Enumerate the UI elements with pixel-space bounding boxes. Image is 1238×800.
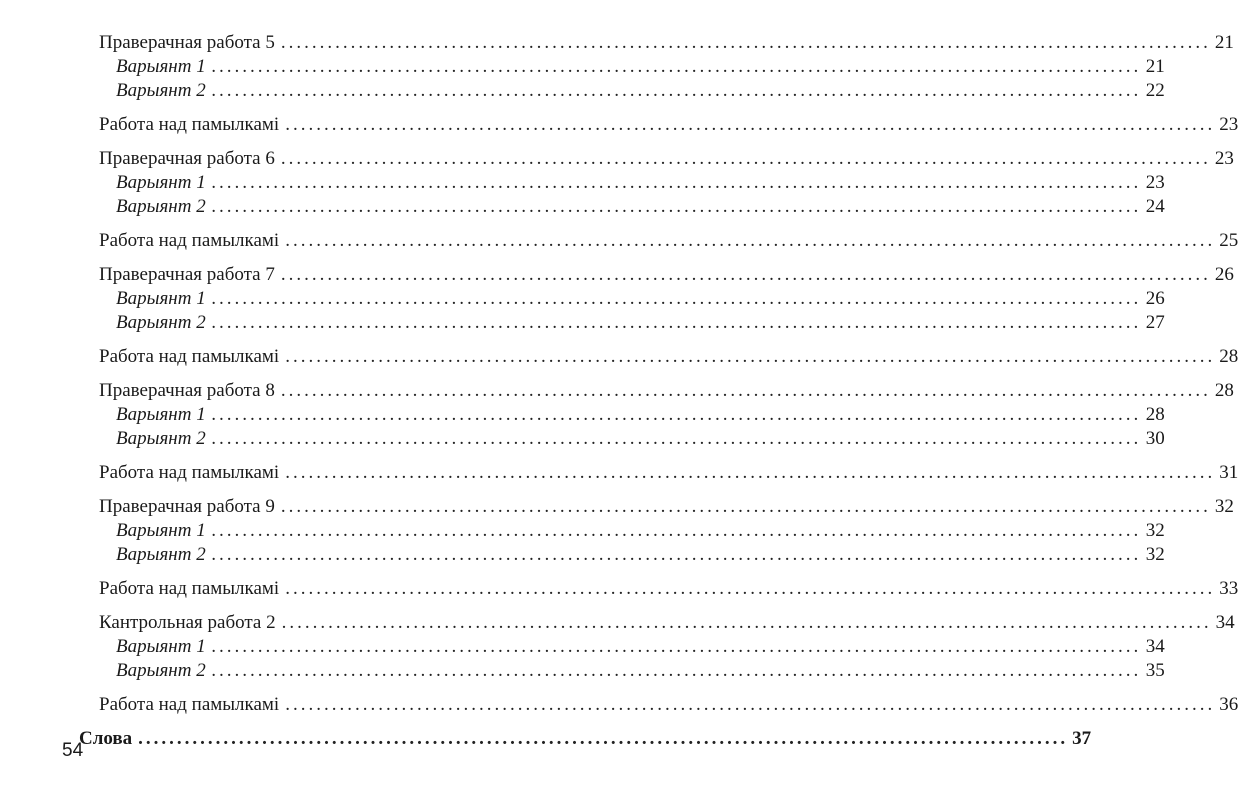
toc-leader-dots: ........................................................................................................................	[211, 544, 1142, 565]
toc-leader-dots: ........................................................................................................................	[280, 32, 1211, 53]
toc-leader-dots: ........................................................................................................................	[281, 612, 1212, 633]
toc-entry-label: Работа над памылкамі	[99, 694, 280, 715]
toc-entry[interactable]	[116, 311, 1165, 335]
toc-entry-label: Работа над памылкамі	[99, 114, 280, 135]
toc-entry-page: 35	[1145, 660, 1165, 681]
toc-entry[interactable]	[116, 403, 1165, 427]
toc-entry[interactable]	[116, 635, 1165, 659]
toc-gap	[0, 335, 600, 345]
toc-entry-page: 21	[1214, 32, 1234, 53]
toc-entry-page: 23	[1145, 172, 1165, 193]
toc-entry-label: Работа над памылкамі	[99, 230, 280, 251]
toc-gap	[0, 219, 600, 229]
toc-entry-page: 25	[1219, 230, 1238, 251]
toc-entry-page: 32	[1214, 496, 1234, 517]
toc-entry-page: 37	[1072, 728, 1092, 749]
toc-entry-page: 32	[1145, 520, 1165, 541]
toc-entry[interactable]	[99, 229, 1238, 253]
toc-leader-dots: ........................................................................................................................	[211, 660, 1142, 681]
toc-entry-page: 24	[1145, 196, 1165, 217]
toc-entry[interactable]	[99, 461, 1238, 485]
toc-entry[interactable]	[99, 31, 1234, 55]
toc-gap	[0, 369, 600, 379]
toc-entry-label: Работа над памылкамі	[99, 462, 280, 483]
toc-entry-label: Варыянт 2	[116, 196, 206, 217]
toc-leader-dots: ........................................................................................................................	[211, 428, 1142, 449]
toc-entry[interactable]	[99, 611, 1235, 635]
toc-gap	[0, 485, 600, 495]
toc-entry[interactable]	[116, 171, 1165, 195]
toc-entry-label: Варыянт 2	[116, 80, 206, 101]
toc-entry-page: 32	[1145, 544, 1165, 565]
toc-entry-page: 30	[1145, 428, 1165, 449]
toc-entry-page: 23	[1214, 148, 1234, 169]
toc-entry[interactable]	[116, 287, 1165, 311]
toc-entry-label: Праверачная работа 6	[99, 148, 275, 169]
toc-entry[interactable]	[116, 659, 1165, 683]
toc-entry-label: Праверачная работа 5	[99, 32, 275, 53]
toc-entry-label: Варыянт 2	[116, 428, 206, 449]
toc-entry-label: Варыянт 1	[116, 520, 206, 541]
toc-entry-label: Работа над памылкамі	[99, 346, 280, 367]
toc-entry[interactable]	[99, 379, 1234, 403]
toc-entry-label: Варыянт 2	[116, 544, 206, 565]
toc-entry[interactable]	[99, 113, 1238, 137]
toc-entry-label: Варыянт 1	[116, 288, 206, 309]
toc-leader-dots: ........................................................................................................................	[211, 56, 1142, 77]
toc-entry-page: 36	[1219, 694, 1238, 715]
toc-entry[interactable]	[116, 79, 1165, 103]
toc-entry-page: 34	[1145, 636, 1165, 657]
toc-entry[interactable]	[116, 519, 1165, 543]
toc-entry-page: 27	[1145, 312, 1165, 333]
toc-leader-dots: ........................................................................................................................	[211, 288, 1142, 309]
toc-entry[interactable]	[99, 495, 1234, 519]
toc-gap	[0, 137, 600, 147]
toc-leader-dots: ........................................................................................................................	[211, 636, 1142, 657]
toc-entry-label: Праверачная работа 9	[99, 496, 275, 517]
toc-leader-dots: ........................................................................................................................	[211, 404, 1142, 425]
toc-entry-label: Варыянт 2	[116, 312, 206, 333]
toc-entry-page: 28	[1214, 380, 1234, 401]
toc-entry[interactable]	[99, 577, 1238, 601]
toc-entry-label: Варыянт 1	[116, 56, 206, 77]
toc-entry-page: 34	[1215, 612, 1235, 633]
toc-entry-label: Праверачная работа 8	[99, 380, 275, 401]
toc-entry-page: 26	[1145, 288, 1165, 309]
toc-entry[interactable]	[116, 55, 1165, 79]
table-of-contents	[0, 31, 1238, 751]
toc-entry[interactable]	[116, 543, 1165, 567]
toc-entry[interactable]	[116, 427, 1165, 451]
toc-gap	[0, 103, 600, 113]
toc-leader-dots: ........................................................................................................................	[280, 380, 1211, 401]
toc-leader-dots: ........................................................................................................................	[285, 462, 1216, 483]
toc-leader-dots: ........................................................................................................................	[138, 728, 1069, 749]
toc-entry-label: Кантрольная работа 2	[99, 612, 276, 633]
toc-entry-label: Работа над памылкамі	[99, 578, 280, 599]
toc-gap	[0, 253, 600, 263]
toc-entry-label: Слова	[79, 728, 133, 749]
toc-entry[interactable]	[79, 727, 1092, 751]
toc-entry[interactable]	[116, 195, 1165, 219]
toc-leader-dots: ........................................................................................................................	[285, 230, 1216, 251]
page-number: 54	[62, 740, 84, 761]
toc-entry[interactable]	[99, 263, 1234, 287]
toc-entry-page: 21	[1145, 56, 1165, 77]
toc-gap	[0, 567, 600, 577]
toc-entry-label: Варыянт 2	[116, 660, 206, 681]
toc-entry[interactable]	[99, 345, 1238, 369]
toc-leader-dots: ........................................................................................................................	[280, 496, 1211, 517]
toc-entry-page: 28	[1145, 404, 1165, 425]
toc-entry-page: 33	[1219, 578, 1238, 599]
toc-leader-dots: ........................................................................................................................	[211, 196, 1142, 217]
toc-gap	[0, 601, 600, 611]
toc-entry-label: Праверачная работа 7	[99, 264, 275, 285]
toc-gap	[0, 717, 600, 727]
toc-leader-dots: ........................................................................................................................	[285, 346, 1216, 367]
toc-leader-dots: ........................................................................................................................	[211, 80, 1142, 101]
toc-leader-dots: ........................................................................................................................	[280, 148, 1211, 169]
toc-entry-page: 31	[1219, 462, 1238, 483]
toc-leader-dots: ........................................................................................................................	[211, 172, 1142, 193]
toc-leader-dots: ........................................................................................................................	[285, 114, 1216, 135]
toc-leader-dots: ........................................................................................................................	[285, 694, 1216, 715]
toc-entry-label: Варыянт 1	[116, 172, 206, 193]
toc-leader-dots: ........................................................................................................................	[285, 578, 1216, 599]
toc-entry-label: Варыянт 1	[116, 636, 206, 657]
toc-leader-dots: ........................................................................................................................	[280, 264, 1211, 285]
toc-entry-page: 26	[1214, 264, 1234, 285]
toc-gap	[0, 683, 600, 693]
toc-entry-page: 22	[1145, 80, 1165, 101]
toc-entry-page: 23	[1219, 114, 1238, 135]
toc-entry[interactable]	[99, 147, 1234, 171]
toc-gap	[0, 451, 600, 461]
toc-entry-page: 28	[1219, 346, 1238, 367]
toc-entry[interactable]	[99, 693, 1238, 717]
toc-leader-dots: ........................................................................................................................	[211, 520, 1142, 541]
toc-entry-label: Варыянт 1	[116, 404, 206, 425]
toc-leader-dots: ........................................................................................................................	[211, 312, 1142, 333]
